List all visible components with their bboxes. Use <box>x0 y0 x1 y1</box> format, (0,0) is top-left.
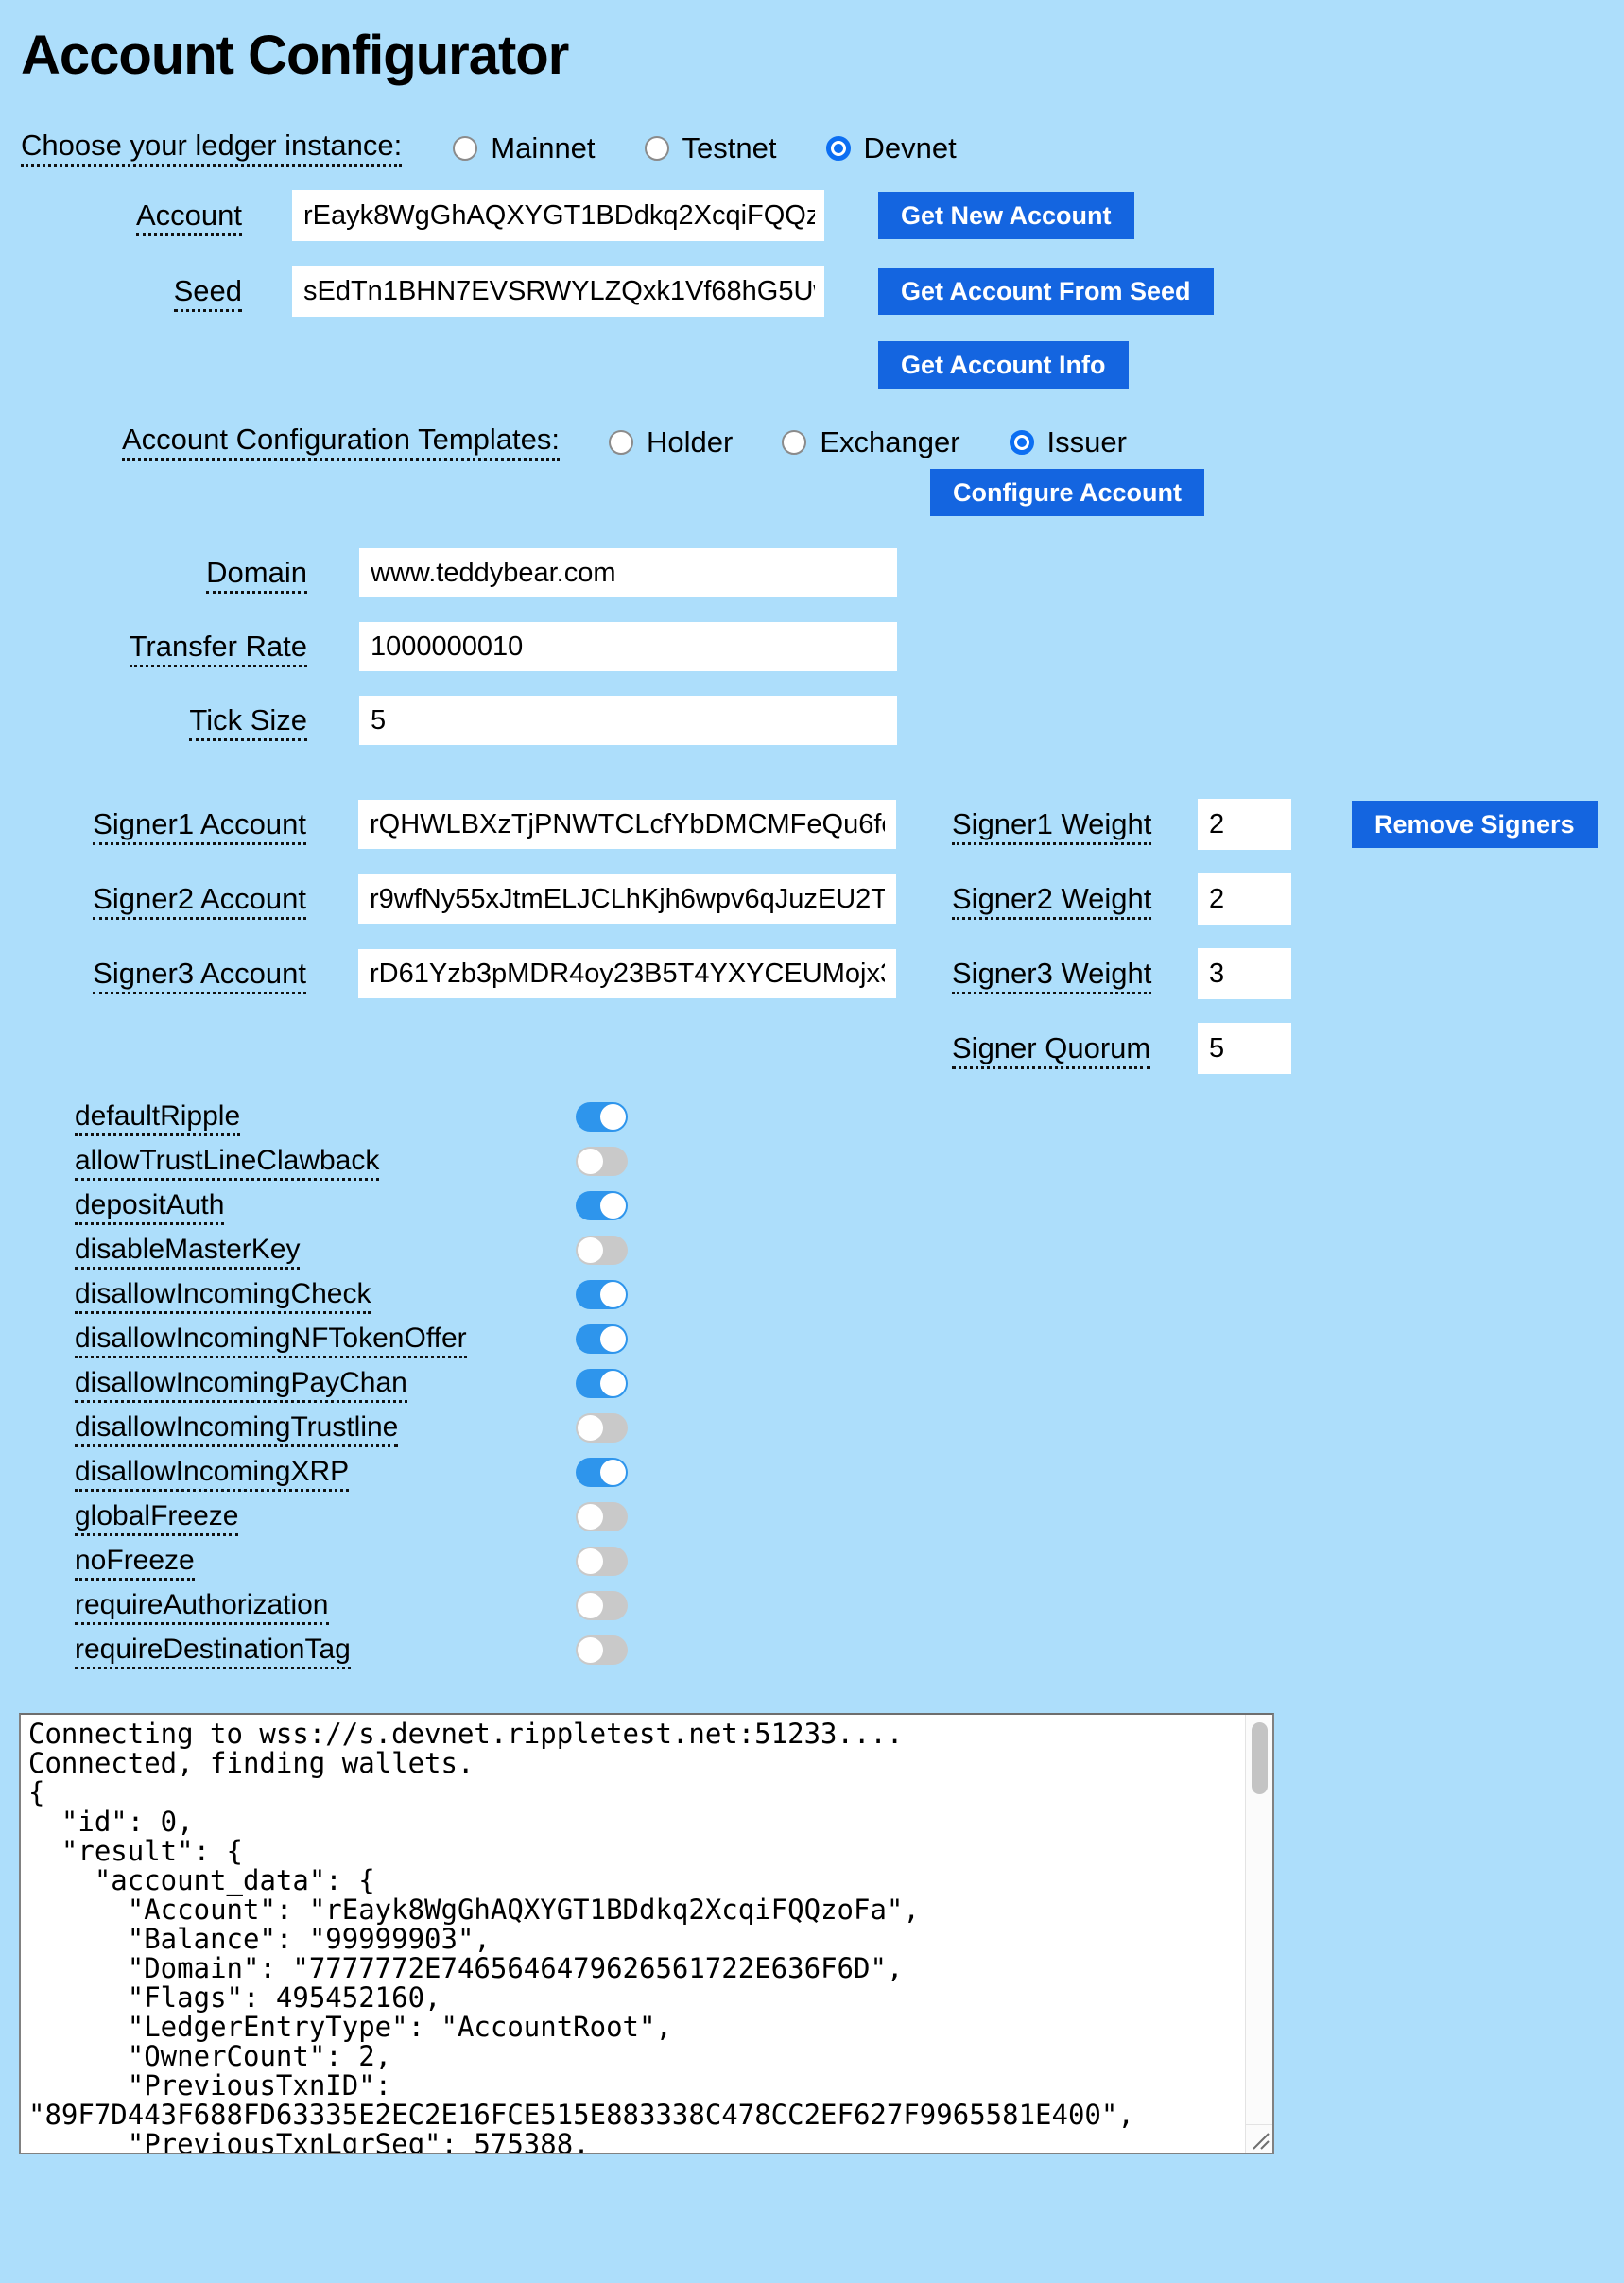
seed-row <box>21 266 1624 317</box>
get-new-account-button[interactable]: Get New Account <box>878 192 1134 239</box>
toggle-knob <box>600 1326 626 1352</box>
signer-quorum-label: Signer Quorum <box>952 1031 1150 1069</box>
templates-row <box>21 423 1624 461</box>
signer2-account-label: Signer2 Account <box>93 882 306 920</box>
disallowincomingtrustline-label: disallowIncomingTrustline <box>75 1411 398 1447</box>
transfer-rate-row <box>21 622 1624 671</box>
disallowincomingnftokenoffer-label: disallowIncomingNFTokenOffer <box>75 1323 467 1358</box>
radio-issuer-icon[interactable] <box>1010 430 1034 455</box>
seed-label: Seed <box>174 274 242 312</box>
toggle-knob <box>578 1504 603 1530</box>
toggle-knob <box>578 1548 603 1574</box>
radio-exchanger-label: Exchanger <box>820 424 960 458</box>
resize-grip-icon[interactable] <box>1250 2130 1270 2151</box>
toggle-row-disallowincomingtrustline <box>75 1411 1624 1456</box>
signer-quorum-input[interactable] <box>1198 1023 1291 1074</box>
disablemasterkey-toggle[interactable] <box>576 1236 628 1265</box>
disablemasterkey-label: disableMasterKey <box>75 1234 300 1270</box>
requireauthorization-label: requireAuthorization <box>75 1589 329 1625</box>
toggle-knob <box>578 1149 603 1174</box>
radio-mainnet-label: Mainnet <box>491 130 596 164</box>
toggle-knob <box>578 1237 603 1263</box>
disallowincomingtrustline-toggle[interactable] <box>576 1413 628 1443</box>
configure-account-button[interactable]: Configure Account <box>930 469 1204 516</box>
requiredestinationtag-toggle[interactable] <box>576 1635 628 1665</box>
toggle-row-disallowincomingnftokenoffer <box>75 1323 1624 1367</box>
domain-row <box>21 548 1624 597</box>
toggle-knob <box>600 1371 626 1396</box>
results-textarea[interactable] <box>21 1715 1272 2153</box>
toggle-row-disallowincomingcheck <box>75 1278 1624 1323</box>
toggle-row-depositauth <box>75 1189 1624 1234</box>
radio-holder-icon[interactable] <box>609 430 633 455</box>
radio-testnet-label: Testnet <box>682 130 777 164</box>
account-row <box>21 190 1624 241</box>
transfer-rate-label: Transfer Rate <box>130 630 307 667</box>
domain-input[interactable] <box>359 548 897 597</box>
results-console <box>19 1713 1274 2154</box>
radio-devnet-label: Devnet <box>863 130 957 164</box>
flag-toggles-section <box>75 1100 1624 1678</box>
signer1-row <box>21 799 1624 850</box>
radio-option-devnet[interactable] <box>826 131 957 165</box>
disallowincomingxrp-toggle[interactable] <box>576 1458 628 1487</box>
radio-option-issuer[interactable] <box>1010 425 1127 459</box>
toggle-knob <box>600 1282 626 1307</box>
templates-radio-group <box>609 425 1127 459</box>
defaultripple-label: defaultRipple <box>75 1100 240 1136</box>
allowtrustlineclawback-toggle[interactable] <box>576 1147 628 1176</box>
toggle-knob <box>600 1460 626 1485</box>
radio-option-exchanger[interactable] <box>782 425 959 459</box>
radio-testnet-icon[interactable] <box>645 136 669 161</box>
ledger-instance-label: Choose your ledger instance: <box>21 129 402 167</box>
signer3-weight-input[interactable] <box>1198 948 1291 999</box>
tick-size-input[interactable] <box>359 696 897 745</box>
configure-row <box>21 469 1624 516</box>
radio-option-holder[interactable] <box>609 425 733 459</box>
toggle-row-requiredestinationtag <box>75 1634 1624 1678</box>
console-scrollbar[interactable] <box>1245 1715 1272 2153</box>
disallowincomingcheck-toggle[interactable] <box>576 1280 628 1309</box>
nofreeze-toggle[interactable] <box>576 1547 628 1576</box>
signers-section <box>21 799 1624 1074</box>
allowtrustlineclawback-label: allowTrustLineClawback <box>75 1145 379 1181</box>
page-title: Account Configurator <box>21 25 569 86</box>
fields-section <box>21 548 1624 745</box>
toggle-row-disallowincomingpaychan <box>75 1367 1624 1411</box>
signer2-weight-label: Signer2 Weight <box>952 882 1151 920</box>
globalfreeze-label: globalFreeze <box>75 1500 238 1536</box>
signer2-weight-input[interactable] <box>1198 873 1291 925</box>
tick-size-row <box>21 696 1624 745</box>
toggle-row-allowtrustlineclawback <box>75 1145 1624 1189</box>
radio-option-testnet[interactable] <box>645 131 777 165</box>
signer1-account-input[interactable] <box>358 800 896 849</box>
radio-issuer-label: Issuer <box>1046 424 1127 458</box>
toggle-knob <box>600 1104 626 1130</box>
disallowincomingpaychan-toggle[interactable] <box>576 1369 628 1398</box>
account-info-row <box>21 341 1624 389</box>
scrollbar-thumb[interactable] <box>1252 1722 1268 1794</box>
signer-quorum-row <box>21 1023 1624 1074</box>
radio-exchanger-icon[interactable] <box>782 430 806 455</box>
toggle-knob <box>600 1193 626 1219</box>
radio-devnet-icon[interactable] <box>826 136 851 161</box>
signer3-account-label: Signer3 Account <box>93 957 306 994</box>
depositauth-label: depositAuth <box>75 1189 224 1225</box>
signer1-account-label: Signer1 Account <box>93 807 306 845</box>
defaultripple-toggle[interactable] <box>576 1102 628 1132</box>
signer3-weight-label: Signer3 Weight <box>952 957 1151 994</box>
signer1-weight-label: Signer1 Weight <box>952 807 1151 845</box>
toggle-row-nofreeze <box>75 1545 1624 1589</box>
ledger-instance-row <box>21 129 1624 167</box>
account-label: Account <box>136 199 242 236</box>
radio-option-mainnet[interactable] <box>453 131 595 165</box>
remove-signers-button[interactable]: Remove Signers <box>1352 801 1598 848</box>
signer2-row <box>21 873 1624 925</box>
get-account-info-button[interactable]: Get Account Info <box>878 341 1129 389</box>
disallowincomingcheck-label: disallowIncomingCheck <box>75 1278 371 1314</box>
signer3-account-input[interactable] <box>358 949 896 998</box>
disallowincomingxrp-label: disallowIncomingXRP <box>75 1456 349 1492</box>
requiredestinationtag-label: requireDestinationTag <box>75 1634 351 1669</box>
radio-holder-label: Holder <box>646 424 734 458</box>
toggle-knob <box>578 1593 603 1618</box>
signer3-row <box>21 948 1624 999</box>
transfer-rate-input[interactable] <box>359 622 897 671</box>
seed-input[interactable] <box>292 266 824 317</box>
toggle-knob <box>578 1415 603 1441</box>
domain-label: Domain <box>206 556 307 594</box>
get-account-from-seed-button[interactable]: Get Account From Seed <box>878 268 1214 315</box>
nofreeze-label: noFreeze <box>75 1545 195 1581</box>
depositauth-toggle[interactable] <box>576 1191 628 1220</box>
toggle-knob <box>578 1637 603 1663</box>
signer1-weight-input[interactable] <box>1198 799 1291 850</box>
account-input[interactable] <box>292 190 824 241</box>
requireauthorization-toggle[interactable] <box>576 1591 628 1620</box>
toggle-row-disablemasterkey <box>75 1234 1624 1278</box>
toggle-row-globalfreeze <box>75 1500 1624 1545</box>
account-seed-section <box>21 190 1624 389</box>
globalfreeze-toggle[interactable] <box>576 1502 628 1531</box>
toggle-row-disallowincomingxrp <box>75 1456 1624 1500</box>
scrollbar-corner <box>1246 2124 1272 2153</box>
toggle-row-requireauthorization <box>75 1589 1624 1634</box>
disallowincomingnftokenoffer-toggle[interactable] <box>576 1324 628 1354</box>
radio-mainnet-icon[interactable] <box>453 136 477 161</box>
toggle-row-defaultripple <box>75 1100 1624 1145</box>
ledger-radio-group <box>453 131 956 165</box>
tick-size-label: Tick Size <box>189 703 307 741</box>
templates-label: Account Configuration Templates: <box>122 423 560 461</box>
signer2-account-input[interactable] <box>358 874 896 924</box>
disallowincomingpaychan-label: disallowIncomingPayChan <box>75 1367 407 1403</box>
